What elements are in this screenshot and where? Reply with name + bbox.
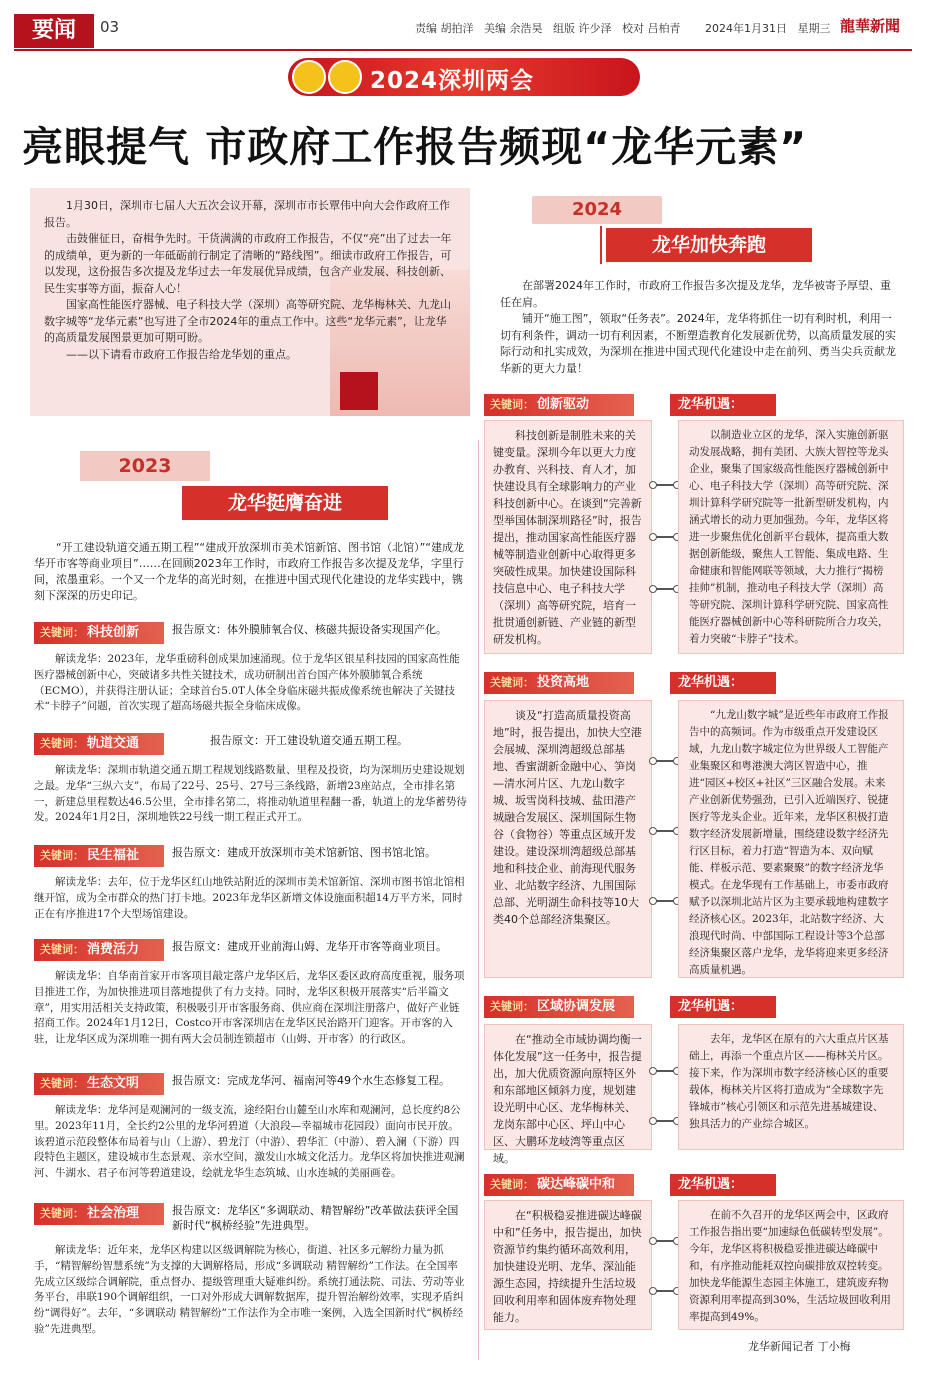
interpretation-text: 解读龙华：龙华河是观澜河的一级支流，途经阳台山麓至山水库和观澜河，总长度约8公里。2023年11月，全长约2公里的龙华河碧道（大浪段—幸福城市花园段）面向市民开放。该碧道示范段整体布局着与山（上游）、碧龙汀（中游）、碧华汇（中游）、碧入澜（下游）四段特色主题区，建设城市生态景观、亲水空间，激发山水城文化活力。龙华区将加快推进观澜河、牛湖水、君子布河等碧道建设，绘就龙华生态筑城、山水连城的美丽画卷。 xyxy=(34,1104,465,1180)
keyword-item-rail xyxy=(34,733,470,826)
keyword-item-tech xyxy=(34,622,470,715)
section-2024-title: 龙华加快奔跑 xyxy=(606,228,812,262)
national-emblem-icon xyxy=(292,60,326,94)
section-2023-title: 龙华挺膺奋进 xyxy=(182,486,388,520)
proofread-credit: 校对 吕柏青 xyxy=(622,22,681,35)
opportunity-box: 以制造业立区的龙华，深入实施创新驱动发展战略，拥有美团、大族大智控等龙头企业，聚集了国家级高性能医疗器械创新中心、电子科技大学（深圳）高等研究院、深圳计算科学研究院等一批新型研发机构，内涵式增长的动力更加强劲。今年，龙华区将进一步聚焦优化创新平台载体，提高重大数据创新能级，聚焦人工智能、集成电路、生命健康和智能网联等领域，大力推行“揭榜挂帅”机制，推动电子科技大学（深圳）高等研究院、深圳计算科学研究院、国家高性能医疗器械创新中心等科研院所合力攻关，着力突破“卡脖子”技术。 xyxy=(678,420,904,654)
keyword-badge: 关键词： 创新驱动 xyxy=(484,394,634,416)
layout-credit: 组版 许少泽 xyxy=(553,22,612,35)
intro-paragraph: 击鼓催征日，奋楫争先时。干货满满的市政府工作报告，不仅“亮”出了过去一年的成绩单，更为新的一年砥砺前行制定了清晰的“路线图”。细读市政府工作报告，可以发现，这份报告多次提及龙华过去一年发展优异成绩，包含产业发展、科技创新、民生实事等方面，振奋人心！ xyxy=(44,232,452,295)
connector-icon xyxy=(653,1070,677,1072)
section-2023-intro xyxy=(34,540,470,604)
interpretation-text: 解读龙华：近年来，龙华区构建以区级调解院为核心，街道、社区多元解纷力量为抓手，“精智解纷智慧系统”为支撑的大调解格局，形成“多调联动 精智解纷”工作法。在全国率先成立区级综合调解院，重点督办、提级管理重大疑难纠纷。系统打通法院、司法、劳动等业务平台，串联190个调解组织，一口对外形成大调解数据库，提升智治解纷效率，实现矛盾纠纷“调得好”。去年，“多调联动 精智解纷”工作法作为全市唯一案例，入选全国新时代“枫桥经验”先进典型。 xyxy=(34,1244,465,1335)
opportunity-box: 在前不久召开的龙华区两会中，区政府工作报告指出要“加速绿色低碳转型发展”。今年，龙华区将积极稳妥推进碳达峰碳中和，有序推动能耗双控向碳排放双控转变。加快龙华能源生态园主体施工，建筑废弃物资源利用率提高到30%，生活垃圾回收利用率提高到49%。 xyxy=(678,1200,904,1330)
keyword-item-ecology xyxy=(34,1073,470,1182)
report-quote: 报告原文：完成龙华河、福南河等49个水生态修复工程。 xyxy=(172,1074,450,1087)
keyword-badge: 关键词： 区域协调发展 xyxy=(484,996,634,1018)
section-2024-paragraph: 铺开“施工图”，领取“任务表”。2024年，龙华将抓住一切有利时机，利用一切有利条件，调动一切有利因素，不断塑造教育化发展新优势，以高质量发展的实际行动和扎实成效，为深圳在推进中国式现代化建设中走在前列、勇当尖兵贡献龙华新的更大力量！ xyxy=(500,312,896,375)
credits-line xyxy=(415,20,838,36)
opportunity-badge: 龙华机遇： xyxy=(670,672,776,694)
connector-icon xyxy=(653,588,677,590)
opportunity-badge: 龙华机遇： xyxy=(670,394,776,416)
section-2024-accent xyxy=(600,226,602,264)
report-quote: 报告原文：体外膜肺氧合仪、核磁共振设备实现国产化。 xyxy=(172,623,447,636)
connector-icon xyxy=(653,1240,677,1242)
issue-weekday: 星期三 xyxy=(797,22,831,35)
decorative-red-square xyxy=(340,372,378,410)
issue-date: 2024年1月31日 xyxy=(705,22,787,35)
byline: 龙华新闻记者 丁小梅 xyxy=(748,1340,851,1353)
opportunity-box: “九龙山数字城”是近些年市政府工作报告中的高频词。作为市级重点开发建设区域，九龙山数字城定位为世界级人工智能产业集聚区和粤港澳大湾区智造中心，推进“园区+校区+社区”三区融合发展。未来产业创新优势强劲，已引入近端医疗、锐捷医疗等龙头企业。近年来，龙华区积极打造数字经济发展新增量，围绕建设数字经济先行区目标，着力打造“智造为本、双向赋能、样板示范、要素聚聚”的数字经济龙华模式。在龙华现有工作基础上，市委市政府赋予以深圳北站片区为主要承载地构建数字经济核心区。2023年，北站数字经济、大浪现代时尚、中部国际工程设计等3个总部经济集聚区落户龙华，龙华将迎来更多经济高质量机遇。 xyxy=(678,700,904,978)
report-quote: 报告原文：建成开业前海山姆、龙华开市客等商业项目。 xyxy=(172,940,447,953)
keyword-badge: 关键词： 民生福祉 xyxy=(34,845,164,867)
column-divider xyxy=(478,440,479,1360)
report-excerpt-box: 在“推动全市域协调均衡一体化发展”这一任务中，报告提出，加大优质资源向原特区外和东部地区倾斜力度，规划建设光明中心区、龙华梅林关、龙岗东部中心区、坪山中心区、大鹏环龙岐湾等重点区域。 xyxy=(484,1024,652,1150)
section-2024-text xyxy=(500,278,900,377)
keyword-badge: 关键词： 投资高地 xyxy=(484,672,634,694)
intro-paragraph: ——以下请看市政府工作报告给龙华划的重点。 xyxy=(66,347,297,361)
keyword-badge: 关键词： 轨道交通 xyxy=(34,733,164,755)
interpretation-text: 解读龙华：2023年，龙华重磅科创成果加速涌现。位于龙华区银星科技园的国家高性能医疗器械创新中心，突破诸多共性关键技术，成功研制出首台国产体外膜肺氧合系统（ECMO），并获得注册认证；全球首台5.0T人体全身临床磁共振成像系统也解决了关键技术“卡脖子”问题，首次实现了超高场磁共振全身临床成像。 xyxy=(34,653,460,713)
interpretation-text: 解读龙华：自华南首家开市客项目敲定落户龙华区后，龙华区委区政府高度重视，服务项目推进工作，为加快推进项目落地提供了有力支持。同时，龙华区积极开展落实“后半篇文章”，用实用活相关支持政策，积极吸引开市客服务商、供应商在深圳注册落户，做好产业链招商工作。2024年1月12日，Costco开市客深圳店在龙华区民治路开门迎客。开市客的入驻，让龙华区成为深圳唯一拥有两大会员制连锁超市（山姆、开市客）的行政区。 xyxy=(34,970,465,1046)
connector-icon xyxy=(653,1120,677,1122)
keyword-badge: 关键词： 碳达峰碳中和 xyxy=(484,1174,634,1196)
keyword-badge: 关键词： 科技创新 xyxy=(34,622,164,644)
opportunity-badge: 龙华机遇： xyxy=(670,1174,776,1196)
connector-icon xyxy=(653,484,677,486)
report-quote: 报告原文：开工建设轨道交通五期工程。 xyxy=(210,734,408,747)
keyword-badge: 关键词： 消费活力 xyxy=(34,939,164,961)
connector-icon xyxy=(653,1290,677,1292)
interpretation-text: 解读龙华：去年，位于龙华区红山地铁站附近的深圳市美术馆新馆、深圳市图书馆北馆相继开馆，成为全市群众的热门打卡地。2023年龙华区新增文体设施面积超14万平方米，同时正在有序推进17个大型场馆建设。 xyxy=(34,876,465,920)
section-2024-paragraph: 在部署2024年工作时，市政府工作报告多次提及龙华，龙华被寄予厚望、重任在肩。 xyxy=(500,279,891,309)
cppcc-emblem-icon xyxy=(328,60,362,94)
section-2024-year: 2024 xyxy=(532,196,662,224)
section-2023-year: 2023 xyxy=(80,451,210,481)
intro-paragraph: 1月30日，深圳市七届人大五次会议开幕，深圳市市长覃伟中向大会作政府工作报告。 xyxy=(44,199,450,229)
interpretation-text: 解读龙华：深圳市轨道交通五期工程规划线路数量、里程及投资，均为深圳历史建设规划之最。龙华“三纵六支”，布局了22号、25号、27号三条线路，新增23座站点，全市排名第一，新建总里程数达46.5公里，全市排名第二，将推动轨道里程翻一番，轨道上的龙华蓄势待发。2024年1月2日，深圳地铁22号线一期工程正式开工。 xyxy=(34,764,467,824)
report-excerpt-box: 科技创新是制胜未来的关键变量。深圳今年以更大力度办教育、兴科技、育人才，加快建设具有全球影响力的产业科技创新中心。在谈到“完善新型举国体制深圳路径”时，报告提出，推动国家高性能医疗器械等制造业创新中心取得更多突破性成果。加快建设国际科技信息中心、电子科技大学（深圳）高等研究院，培育一批贯通创新链、产业链的新型研发机构。 xyxy=(484,420,652,654)
report-excerpt-box: 谈及“打造高质量投资高地”时，报告提出，加快大空港会展城、深圳湾超级总部基地、香蜜湖新金融中心、笋岗—清水河片区、九龙山数字城、坂雪岗科技城、盐田港产城融合发展区、深圳国际生物谷（食物谷）等重点区域开发建设。建设深圳湾超级总部基地和科技企业、前海现代服务业、北站数字经济、九围国际总部、光明湖生命科技等10大类40个总部经济集聚区。 xyxy=(484,700,652,978)
keyword-item-welfare xyxy=(34,845,470,922)
intro-paragraph: 国家高性能医疗器械、电子科技大学（深圳）高等研究院、龙华梅林关、九龙山数字城等“龙华元素”也写进了全市2024年的重点工作中。这些“龙华元素”，让龙华的高质量发展图景更加可期可盼。 xyxy=(44,298,451,344)
opportunity-box: 去年，龙华区在原有的六大重点片区基础上，再添一个重点片区——梅林关片区。接下来，作为深圳市数字经济核心区的重要载体，梅林关片区将打造成为“全球数字先锋城市”核心引领区和示范先进基城建设、独具活力的产业综合城区。 xyxy=(678,1024,904,1150)
report-quote: 报告原文：建成开放深圳市美术馆新馆、图书馆北馆。 xyxy=(172,846,436,859)
report-excerpt-box: 在“积极稳妥推进碳达峰碳中和”任务中，报告提出，加快资源节约集约循环高效利用，加快建设光明、龙华、深汕能源生态园，持续提升生活垃圾回收利用率和固体废弃物处理能力。 xyxy=(484,1200,652,1330)
connector-icon xyxy=(653,760,677,762)
editor-credit: 责编 胡拍洋 xyxy=(415,22,474,35)
opportunity-badge: 龙华机遇： xyxy=(670,996,776,1018)
art-editor-credit: 美编 余浩昊 xyxy=(484,22,543,35)
connector-icon xyxy=(653,830,677,832)
keyword-badge: 关键词： 生态文明 xyxy=(34,1073,164,1095)
connector-icon xyxy=(653,900,677,902)
header-rule xyxy=(14,49,912,51)
keyword-item-governance xyxy=(34,1203,470,1338)
page-number: 03 xyxy=(100,18,120,36)
report-quote: 报告原文：龙华区“多调联动、精智解纷”改革做法获评全国新时代“枫桥经验”先进典型。 xyxy=(172,1204,459,1232)
banner-title: 2024深圳两会 xyxy=(370,68,535,94)
main-headline: 亮眼提气 市政府工作报告频现“龙华元素” xyxy=(22,123,808,171)
intro-text xyxy=(44,198,454,363)
keyword-badge: 关键词： 社会治理 xyxy=(34,1203,164,1225)
connector-icon xyxy=(653,536,677,538)
section-2023-paragraph: “开工建设轨道交通五期工程”“建成开放深圳市美术馆新馆、图书馆（北馆）”“建成龙华开市客等商业项目”……在回顾2023年工作时，市政府工作报告多次提及龙华，字里行间，浓墨重彩。一个又一个龙华的高光时刻，在推进中国式现代化建设的龙华实践中，镌刻下深深的历史印记。 xyxy=(34,541,464,602)
paper-logo: 龍華新聞 xyxy=(840,17,901,35)
section-tag: 要闻 xyxy=(14,14,94,48)
keyword-item-consumption xyxy=(34,939,470,1048)
